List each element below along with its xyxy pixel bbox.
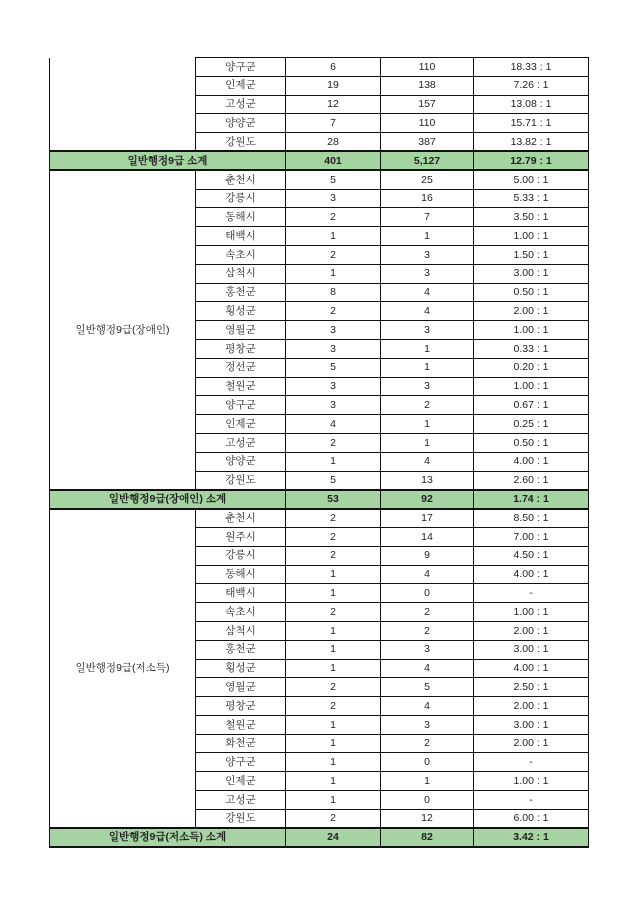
selected-count-cell: 2 [286, 697, 381, 716]
applicant-count-cell: 3 [381, 377, 474, 396]
region-name-cell: 홍천군 [196, 283, 286, 302]
selected-count-cell: 2 [286, 302, 381, 321]
region-name-cell: 속초시 [196, 245, 286, 264]
subtotal-applicants-cell: 5,127 [381, 151, 474, 170]
competition-ratio-cell: 3.50 : 1 [474, 208, 589, 227]
competition-ratio-cell: 15.71 : 1 [474, 114, 589, 133]
region-name-cell: 영월군 [196, 321, 286, 340]
applicant-count-cell: 14 [381, 527, 474, 546]
competition-ratio-cell: 2.00 : 1 [474, 697, 589, 716]
region-name-cell: 동해시 [196, 208, 286, 227]
competition-ratio-cell: 1.50 : 1 [474, 245, 589, 264]
applicant-count-cell: 4 [381, 302, 474, 321]
applicant-count-cell: 2 [381, 621, 474, 640]
region-name-cell: 양구군 [196, 58, 286, 77]
selected-count-cell: 2 [286, 678, 381, 697]
region-name-cell: 횡성군 [196, 302, 286, 321]
region-name-cell: 강원도 [196, 133, 286, 152]
selected-count-cell: 1 [286, 753, 381, 772]
applicant-count-cell: 12 [381, 809, 474, 828]
competition-ratio-cell: 13.08 : 1 [474, 95, 589, 114]
applicant-count-cell: 110 [381, 114, 474, 133]
region-name-cell: 태백시 [196, 227, 286, 246]
applicant-count-cell: 0 [381, 584, 474, 603]
applicant-count-cell: 7 [381, 208, 474, 227]
region-name-cell: 삼척시 [196, 264, 286, 283]
competition-ratio-cell: 1.00 : 1 [474, 603, 589, 622]
competition-ratio-cell: 0.25 : 1 [474, 415, 589, 434]
region-name-cell: 철원군 [196, 715, 286, 734]
subtotal-label-cell: 일반행정9급(저소득) 소계 [50, 828, 286, 847]
region-name-cell: 영월군 [196, 678, 286, 697]
applicant-count-cell: 157 [381, 95, 474, 114]
selected-count-cell: 1 [286, 452, 381, 471]
selected-count-cell: 2 [286, 546, 381, 565]
applicant-count-cell: 4 [381, 565, 474, 584]
subtotal-ratio-cell: 3.42 : 1 [474, 828, 589, 847]
competition-ratio-cell: 2.00 : 1 [474, 302, 589, 321]
applicant-count-cell: 4 [381, 697, 474, 716]
selected-count-cell: 2 [286, 509, 381, 528]
region-name-cell: 춘천시 [196, 509, 286, 528]
applicant-count-cell: 387 [381, 133, 474, 152]
applicant-count-cell: 138 [381, 76, 474, 95]
applicant-count-cell: 25 [381, 170, 474, 189]
selected-count-cell: 2 [286, 208, 381, 227]
region-name-cell: 강릉시 [196, 189, 286, 208]
applicant-count-cell: 3 [381, 245, 474, 264]
selected-count-cell: 6 [286, 58, 381, 77]
applicant-count-cell: 0 [381, 753, 474, 772]
subtotal-ratio-cell: 12.79 : 1 [474, 151, 589, 170]
applicant-count-cell: 110 [381, 58, 474, 77]
applicant-count-cell: 3 [381, 640, 474, 659]
selected-count-cell: 3 [286, 189, 381, 208]
selected-count-cell: 2 [286, 433, 381, 452]
selected-count-cell: 1 [286, 715, 381, 734]
subtotal-row [50, 151, 589, 170]
applicant-count-cell: 13 [381, 471, 474, 490]
selected-count-cell: 1 [286, 621, 381, 640]
competition-ratio-cell: 1.00 : 1 [474, 377, 589, 396]
competition-ratio-cell: - [474, 791, 589, 810]
region-name-cell: 양양군 [196, 114, 286, 133]
applicant-count-cell: 2 [381, 603, 474, 622]
competition-ratio-cell: 4.50 : 1 [474, 546, 589, 565]
competition-ratio-cell: 1.00 : 1 [474, 772, 589, 791]
competition-ratio-cell: 13.82 : 1 [474, 133, 589, 152]
applicant-count-cell: 1 [381, 339, 474, 358]
competition-ratio-cell: 2.00 : 1 [474, 734, 589, 753]
applicant-count-cell: 1 [381, 433, 474, 452]
region-name-cell: 인제군 [196, 772, 286, 791]
competition-ratio-cell: 8.50 : 1 [474, 509, 589, 528]
applicant-count-cell: 1 [381, 415, 474, 434]
competition-ratio-cell: 0.67 : 1 [474, 396, 589, 415]
region-name-cell: 춘천시 [196, 170, 286, 189]
region-name-cell: 속초시 [196, 603, 286, 622]
competition-ratio-cell: 3.00 : 1 [474, 640, 589, 659]
region-name-cell: 강원도 [196, 809, 286, 828]
selected-count-cell: 3 [286, 321, 381, 340]
region-name-cell: 정선군 [196, 358, 286, 377]
applicant-count-cell: 3 [381, 264, 474, 283]
selected-count-cell: 5 [286, 471, 381, 490]
region-name-cell: 양구군 [196, 753, 286, 772]
selected-count-cell: 1 [286, 772, 381, 791]
competition-ratio-cell: 0.50 : 1 [474, 433, 589, 452]
applicant-count-cell: 5 [381, 678, 474, 697]
selected-count-cell: 2 [286, 809, 381, 828]
selected-count-cell: 3 [286, 339, 381, 358]
selected-count-cell: 4 [286, 415, 381, 434]
region-name-cell: 평창군 [196, 697, 286, 716]
subtotal-applicants-cell: 92 [381, 490, 474, 509]
table-row [50, 58, 589, 77]
subtotal-label-cell: 일반행정9급(장애인) 소계 [50, 490, 286, 509]
competition-ratio-cell: 4.00 : 1 [474, 452, 589, 471]
region-name-cell: 철원군 [196, 377, 286, 396]
competition-ratio-cell: - [474, 584, 589, 603]
selected-count-cell: 5 [286, 170, 381, 189]
region-name-cell: 인제군 [196, 415, 286, 434]
subtotal-selected-cell: 401 [286, 151, 381, 170]
region-name-cell: 화천군 [196, 734, 286, 753]
selected-count-cell: 1 [286, 227, 381, 246]
competition-ratio-cell: 5.33 : 1 [474, 189, 589, 208]
applicant-count-cell: 1 [381, 227, 474, 246]
competition-ratio-cell: 3.00 : 1 [474, 264, 589, 283]
selected-count-cell: 3 [286, 377, 381, 396]
competition-ratio-cell: 2.60 : 1 [474, 471, 589, 490]
competition-ratio-cell: 2.00 : 1 [474, 621, 589, 640]
region-name-cell: 강릉시 [196, 546, 286, 565]
table-body [50, 58, 589, 847]
competition-ratio-cell: 3.00 : 1 [474, 715, 589, 734]
region-name-cell: 평창군 [196, 339, 286, 358]
selected-count-cell: 1 [286, 264, 381, 283]
applicant-count-cell: 3 [381, 321, 474, 340]
selected-count-cell: 1 [286, 791, 381, 810]
competition-ratio-cell: 0.20 : 1 [474, 358, 589, 377]
competition-ratio-cell: - [474, 753, 589, 772]
selected-count-cell: 1 [286, 565, 381, 584]
competition-ratio-cell: 6.00 : 1 [474, 809, 589, 828]
competition-ratio-cell: 4.00 : 1 [474, 659, 589, 678]
region-name-cell: 양양군 [196, 452, 286, 471]
selected-count-cell: 1 [286, 734, 381, 753]
subtotal-label-cell: 일반행정9급 소계 [50, 151, 286, 170]
region-name-cell: 횡성군 [196, 659, 286, 678]
table-row [50, 509, 589, 528]
applicant-count-cell: 4 [381, 659, 474, 678]
competition-ratio-cell: 5.00 : 1 [474, 170, 589, 189]
competition-ratio-cell: 4.00 : 1 [474, 565, 589, 584]
competition-ratio-cell: 7.00 : 1 [474, 527, 589, 546]
region-name-cell: 삼척시 [196, 621, 286, 640]
subtotal-ratio-cell: 1.74 : 1 [474, 490, 589, 509]
subtotal-selected-cell: 53 [286, 490, 381, 509]
competition-ratio-table [49, 57, 589, 848]
applicant-count-cell: 2 [381, 396, 474, 415]
region-name-cell: 강원도 [196, 471, 286, 490]
applicant-count-cell: 2 [381, 734, 474, 753]
category-cell [50, 58, 196, 152]
competition-ratio-cell: 0.33 : 1 [474, 339, 589, 358]
applicant-count-cell: 1 [381, 772, 474, 791]
region-name-cell: 태백시 [196, 584, 286, 603]
subtotal-selected-cell: 24 [286, 828, 381, 847]
applicant-count-cell: 1 [381, 358, 474, 377]
selected-count-cell: 5 [286, 358, 381, 377]
selected-count-cell: 2 [286, 603, 381, 622]
category-cell: 일반행정9급(저소득) [50, 509, 196, 829]
subtotal-row [50, 490, 589, 509]
region-name-cell: 원주시 [196, 527, 286, 546]
applicant-count-cell: 16 [381, 189, 474, 208]
applicant-count-cell: 0 [381, 791, 474, 810]
competition-ratio-cell: 1.00 : 1 [474, 227, 589, 246]
selected-count-cell: 3 [286, 396, 381, 415]
applicant-count-cell: 3 [381, 715, 474, 734]
region-name-cell: 양구군 [196, 396, 286, 415]
selected-count-cell: 19 [286, 76, 381, 95]
selected-count-cell: 12 [286, 95, 381, 114]
table-row [50, 170, 589, 189]
applicant-count-cell: 9 [381, 546, 474, 565]
region-name-cell: 고성군 [196, 791, 286, 810]
subtotal-applicants-cell: 82 [381, 828, 474, 847]
applicant-count-cell: 17 [381, 509, 474, 528]
selected-count-cell: 2 [286, 527, 381, 546]
competition-ratio-cell: 7.26 : 1 [474, 76, 589, 95]
selected-count-cell: 1 [286, 640, 381, 659]
selected-count-cell: 1 [286, 659, 381, 678]
competition-ratio-cell: 0.50 : 1 [474, 283, 589, 302]
region-name-cell: 인제군 [196, 76, 286, 95]
subtotal-row [50, 828, 589, 847]
competition-ratio-cell: 2.50 : 1 [474, 678, 589, 697]
selected-count-cell: 1 [286, 584, 381, 603]
competition-ratio-cell: 18.33 : 1 [474, 58, 589, 77]
selected-count-cell: 2 [286, 245, 381, 264]
selected-count-cell: 7 [286, 114, 381, 133]
region-name-cell: 홍천군 [196, 640, 286, 659]
selected-count-cell: 28 [286, 133, 381, 152]
applicant-count-cell: 4 [381, 452, 474, 471]
region-name-cell: 고성군 [196, 95, 286, 114]
region-name-cell: 고성군 [196, 433, 286, 452]
selected-count-cell: 8 [286, 283, 381, 302]
competition-ratio-cell: 1.00 : 1 [474, 321, 589, 340]
applicant-count-cell: 4 [381, 283, 474, 302]
region-name-cell: 동해시 [196, 565, 286, 584]
category-cell: 일반행정9급(장애인) [50, 170, 196, 490]
